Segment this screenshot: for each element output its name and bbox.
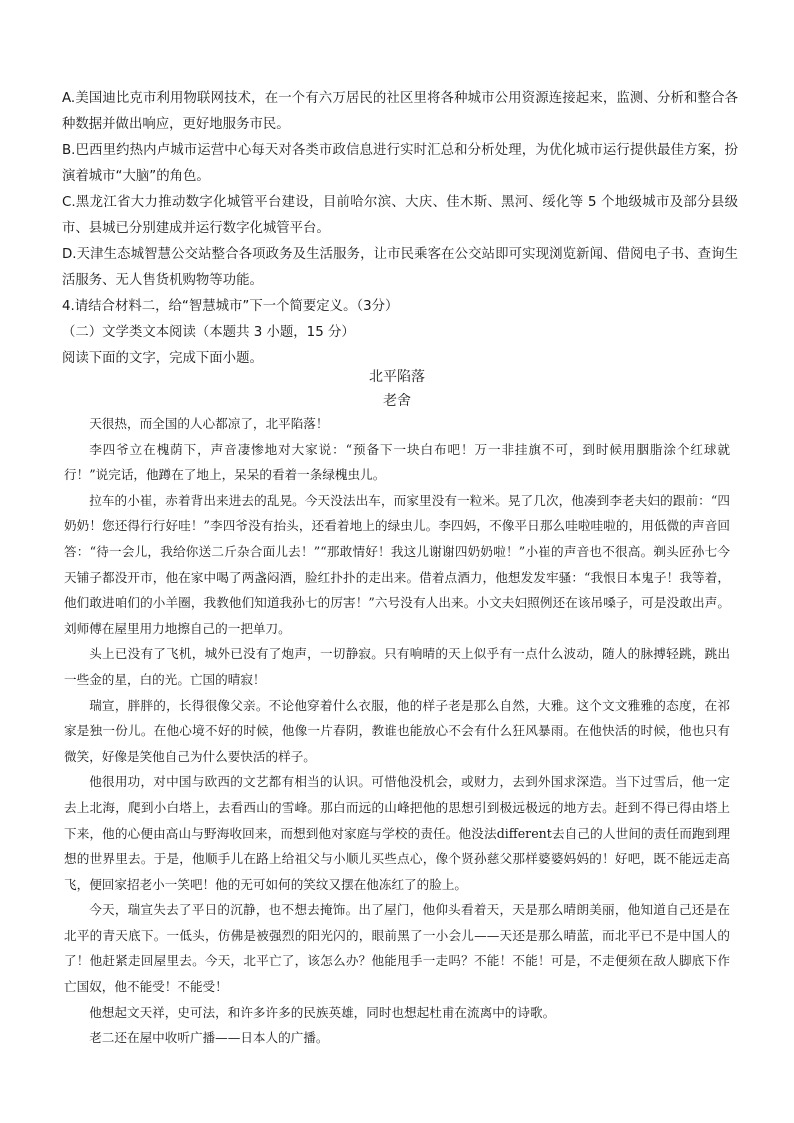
question-4: 4.请结合材料二，给“智慧城市”下一个简要定义。（3分） [62, 299, 399, 314]
story-paragraph: 瑞宣，胖胖的，长得很像父亲。不论他穿着什么衣服，他的样子老是那么自然，大雅。这个文文雅雅的态度，在祁家是独一份儿。在他心境不好的时候，他像一片春阴，教谁也能放心不会有什么狂风暴雨。在他快活的时候，他也只有微笑，好像是笑他自己为什么要快活的样子。 [64, 697, 730, 764]
option-c: C.黑龙江省大力推动数字化城管平台建设，目前哈尔滨、大庆、佳木斯、黑河、绥化等 5 个地级城市及部分县级市、县城已分别建成并运行数字化城管平台。 [62, 195, 738, 236]
story-paragraph: 今天，瑞宣失去了平日的沉静，也不想去掩饰。出了屋门，他仰头看着天，天是那么晴朗美丽，他知道自己还是在北平的青天底下。一低头，仿佛是被强烈的阳光闪的，眼前黑了一小会儿——天还是那么晴蓝，而北平已不是中国人的了！他赶紧走回屋里去。今天，北平亡了，该怎么办？他能甩手一走吗？不能！不能！可是，不走便须在敌人脚底下作亡国奴，他不能受！不能受！ [64, 902, 730, 995]
story-paragraph: 老二还在屋中收听广播——日本人的广播。 [89, 1030, 329, 1046]
story-paragraph: 头上已没有了飞机，城外已没有了炮声，一切静寂。只有响晴的天上似乎有一点什么波动，随人的脉搏轻跳，跳出一些金的星，白的光。亡国的晴寂！ [64, 646, 730, 687]
option-a: A.美国迪比克市利用物联网技术，在一个有六万居民的社区里将各种城市公用资源连接起来，监测、分析和整合各种数据并做出响应，更好地服务市民。 [62, 91, 738, 132]
story-paragraph: 李四爷立在槐荫下，声音凄惨地对大家说：“预备下一块白布吧！万一非挂旗不可，到时候用胭脂涂个红球就行！”说完话，他蹲在了地上，呆呆的看着一条绿槐虫儿。 [64, 441, 730, 483]
option-d: D.天津生态城智慧公交站整合各项政务及生活服务，让市民乘客在公交站即可实现浏览新闻、借阅电子书、查询生活服务、无人售货机购物等功能。 [62, 247, 738, 288]
question-section [62, 86, 738, 372]
story-paragraph: 他很用功，对中国与欧西的文艺都有相当的认识。可惜他没机会，或财力，去到外国求深造。当下过雪后，他一定去上北海，爬到小白塔上，去看西山的雪峰。那白而远的山峰把他的思想引到极远极远的地方去。赶到不得已得由塔上下来，他的心便由高山与野海收回来，而想到他对家庭与学校的责任。他没法different去自己的人世间的责任而跑到理想的世界里去。于是，他顺手儿在路上给祖父与小顺儿买些点心，像个贤孙慈父那样婆婆妈妈的！好吧，既不能远走高飞，便回家招老小一笑吧！他的无可如何的笑纹又摆在他冻红了的脸上。 [64, 774, 730, 892]
option-b: B.巴西里约热内卢城市运营中心每天对各类市政信息进行实时汇总和分析处理，为优化城市运行提供最佳方案，扮演着城市“大脑”的角色。 [62, 143, 738, 184]
story-paragraph: 天很热，而全国的人心都凉了，北平陷落！ [89, 416, 329, 431]
story-paragraph: 他想起文天祥，史可法，和许多许多的民族英雄，同时也想起杜甫在流离中的诗歌。 [89, 1004, 556, 1020]
story-paragraph: 拉车的小崔，赤着背出来进去的乱晃。今天没法出车，而家里没有一粒米。晃了几次，他凑到李老夫妇的跟前：“四奶奶！您还得行行好哇！”李四爷没有抬头，还看着地上的绿虫儿。李四妈，不像平日那么哇啦哇啦的，用低微的声音回答：“待一会儿，我给你送二斤杂合面儿去！”“那敢情好！我这儿谢谢四奶奶啦！”小崔的声音也不很高。剃头匠孙七今天铺子都没开市，他在家中喝了两盏闷酒，脸红扑扑的走出来。借着点酒力，他想发发牢骚：“我恨日本鬼子！我等着，他们敢进咱们的小羊圈，我教他们知道我孙七的厉害！”六号没有人出来。小文夫妇照例还在该吊嗓子，可是没敢出声。刘师傅在屋里用力地擦自己的一把单刀。 [64, 492, 730, 636]
story-body [64, 411, 730, 1051]
reading-instruction: 阅读下面的文字，完成下面小题。 [62, 351, 263, 366]
story-title: 北平陷落 [369, 369, 425, 385]
section-heading: （二）文学类文本阅读（本题共 3 小题，15 分） [62, 325, 355, 340]
story-author: 老舍 [383, 393, 411, 409]
